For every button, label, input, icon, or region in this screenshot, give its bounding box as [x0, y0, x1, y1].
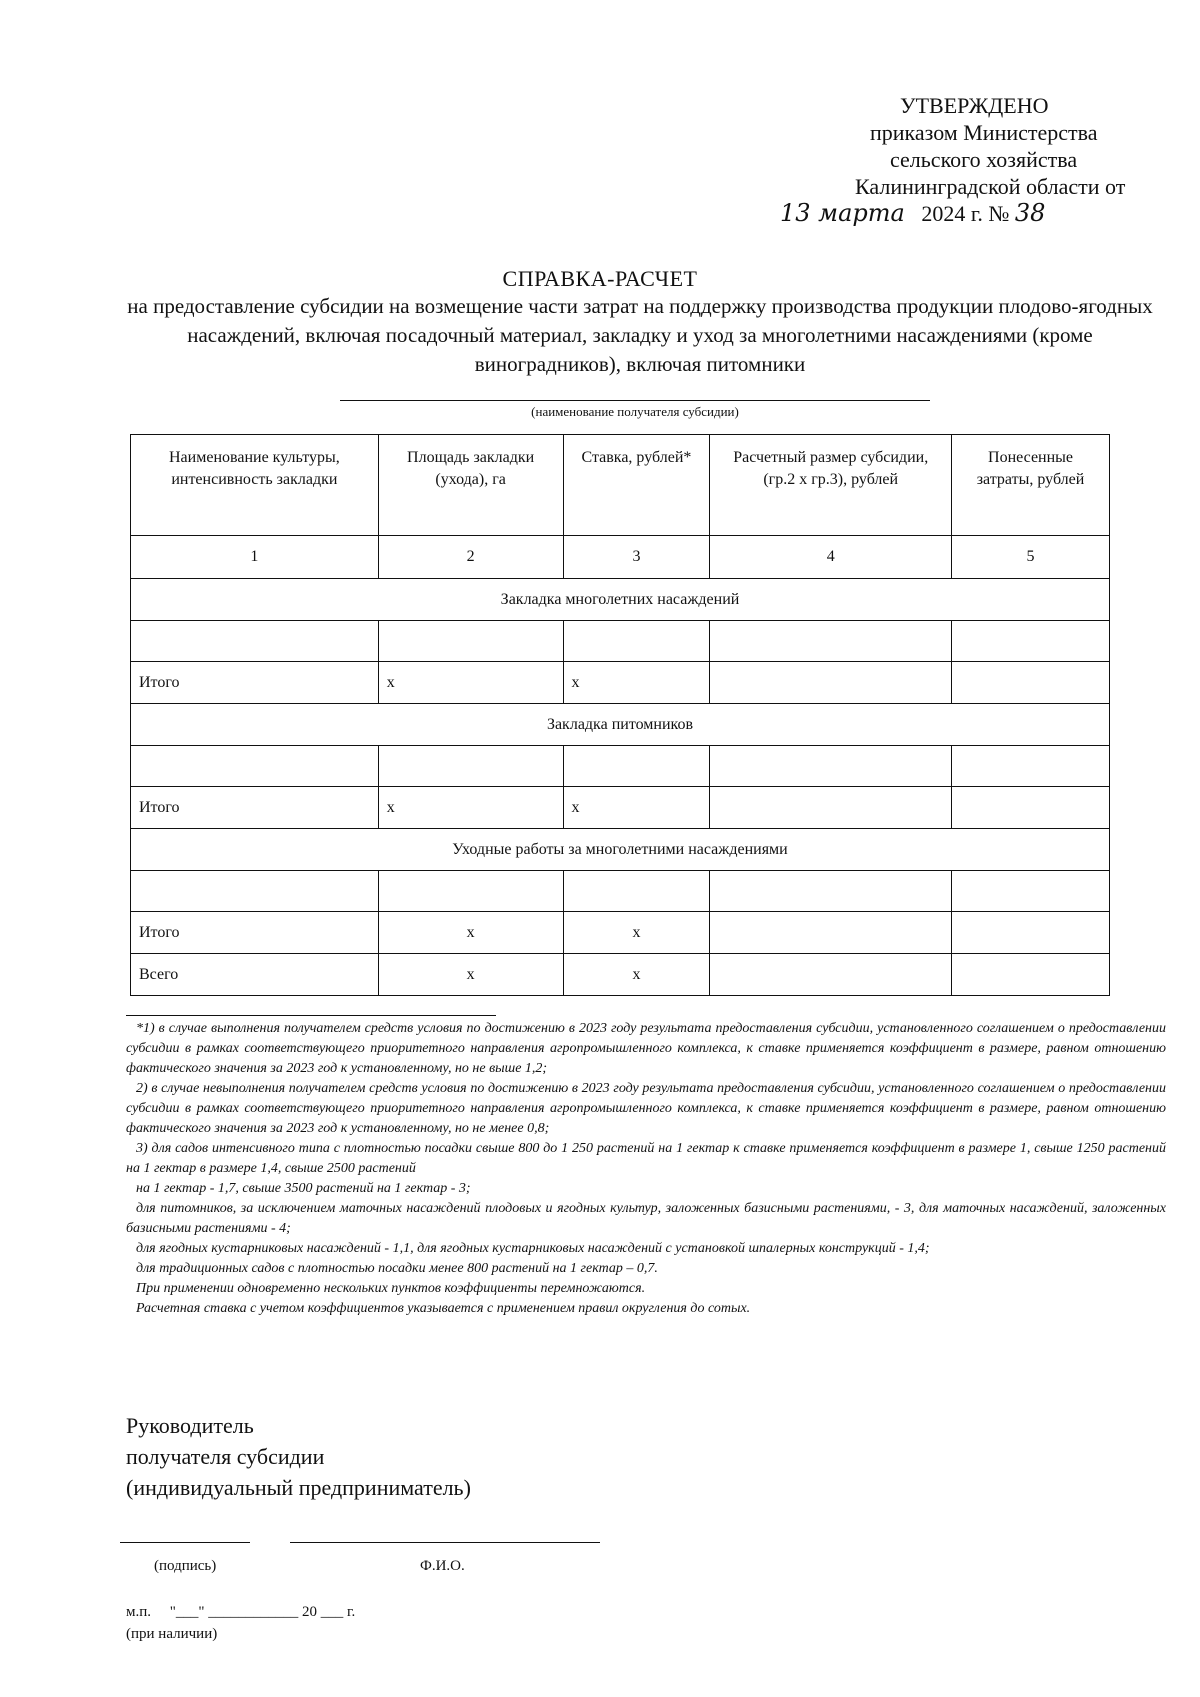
section-title-maintenance: Уходные работы за многолетними насаждениями — [131, 829, 1110, 871]
handwritten-number: 38 — [1014, 199, 1046, 227]
calculation-table — [130, 434, 1110, 996]
table-cell[interactable] — [952, 787, 1110, 829]
table-cell[interactable] — [131, 746, 379, 787]
table-cell[interactable] — [952, 621, 1110, 662]
x-mark: x — [378, 912, 563, 954]
footnote-3-continued: на 1 гектар - 1,7, свыше 3500 растений на 1 гектар - 3; — [136, 1181, 471, 1196]
column-number: 2 — [378, 536, 563, 579]
table-cell[interactable] — [563, 621, 710, 662]
column-number: 1 — [131, 536, 379, 579]
table-cell[interactable] — [131, 871, 379, 912]
footnote-5: для ягодных кустарниковых насаждений - 1,1, для ягодных кустарниковых насаждений с установкой шпалерных конструкций - 1,4; — [136, 1241, 930, 1256]
table-cell[interactable] — [563, 871, 710, 912]
table-cell[interactable] — [710, 787, 952, 829]
handwritten-date: 13 марта — [780, 199, 905, 227]
total-row — [131, 662, 1110, 704]
header-crop: Наименование культуры, интенсивность закладки — [131, 435, 379, 536]
footnotes — [126, 1019, 1166, 1319]
signer-recipient: получателя субсидии — [126, 1444, 325, 1469]
footnote-4: для питомников, за исключением маточных насаждений плодовых и ягодных культур, заложенных базисными растениями, - 3, для маточных насаждений, заложенных базисными растениями - 4; — [126, 1201, 1166, 1236]
signature-caption: (подпись) — [154, 1558, 217, 1574]
approval-block — [760, 92, 1160, 227]
signer-role: (индивидуальный предприниматель) — [126, 1475, 471, 1500]
x-mark: x — [563, 912, 710, 954]
table-cell[interactable] — [952, 912, 1110, 954]
table-header-row — [131, 435, 1110, 536]
table-row — [131, 621, 1110, 662]
signature-line[interactable] — [120, 1542, 250, 1543]
x-mark: x — [563, 954, 710, 996]
column-number: 3 — [563, 536, 710, 579]
header-subsidy: Расчетный размер субсидии, (гр.2 х гр.3), рублей — [710, 435, 952, 536]
total-label: Итого — [131, 662, 379, 704]
column-number-row — [131, 536, 1110, 579]
footnote-3: 3) для садов интенсивного типа с плотностью посадки свыше 800 до 1 250 растений на 1 гектар к ставке применяется коэффициент в размере 1, свыше 1250 растений на 1 гектар в размере 1,4, свыше 2500 растений — [126, 1141, 1166, 1176]
table-cell[interactable] — [710, 746, 952, 787]
recipient-caption: (наименование получателя субсидии) — [531, 404, 739, 419]
header-area: Площадь закладки (ухода), га — [378, 435, 563, 536]
column-number: 5 — [952, 536, 1110, 579]
approval-line-region: Калининградской области от — [855, 174, 1126, 199]
approval-year: 2024 г. № — [921, 201, 1010, 226]
total-label: Итого — [131, 912, 379, 954]
footnote-1: *1) в случае выполнения получателем средств условия по достижению в 2023 году результата предоставления субсидии, установленного соглашением о предоставлении субсидии в рамках соответствующего приоритетного направления агропромышленного комплекса, к ставке применяется коэффициент в размере, равном отношению фактического значения за 2023 год к установленному, но не выше 1,2; — [126, 1021, 1166, 1076]
table-cell[interactable] — [710, 912, 952, 954]
footnote-7: При применении одновременно нескольких пунктов коэффициенты перемножаются. — [136, 1281, 646, 1296]
table-cell[interactable] — [378, 621, 563, 662]
approval-date-line — [760, 200, 1160, 227]
x-mark: x — [563, 662, 710, 704]
section-row — [131, 704, 1110, 746]
section-row — [131, 579, 1110, 621]
column-number: 4 — [710, 536, 952, 579]
footnote-separator — [126, 1015, 496, 1016]
total-label: Итого — [131, 787, 379, 829]
signer-title: Руководитель — [126, 1413, 254, 1438]
table-cell[interactable] — [131, 621, 379, 662]
full-name-caption: Ф.И.О. — [420, 1558, 465, 1574]
footnote-8: Расчетная ставка с учетом коэффициентов указывается с применением правил округления до сотых. — [136, 1301, 751, 1316]
x-mark: x — [563, 787, 710, 829]
document-subtitle: на предоставление субсидии на возмещение части затрат на поддержку производства продукции плодово-ягодных насаждений, включая посадочный материал, закладку и уход за многолетними насаждениями (кроме виноградников), включая питомники — [127, 294, 1153, 376]
total-row — [131, 912, 1110, 954]
table-row — [131, 746, 1110, 787]
grand-total-row — [131, 954, 1110, 996]
stamp-date-line: м.п. "___" ____________ 20 ___ г. — [126, 1604, 356, 1620]
table-cell[interactable] — [378, 746, 563, 787]
signer-block — [126, 1410, 471, 1503]
header-costs: Понесенные затраты, рублей — [952, 435, 1110, 536]
table-cell[interactable] — [952, 954, 1110, 996]
grand-total-label: Всего — [131, 954, 379, 996]
table-cell[interactable] — [710, 871, 952, 912]
stamp-note: (при наличии) — [126, 1626, 218, 1642]
section-title-nurseries: Закладка питомников — [131, 704, 1110, 746]
total-row — [131, 787, 1110, 829]
table-cell[interactable] — [952, 871, 1110, 912]
approval-line-agriculture: сельского хозяйства — [890, 147, 1078, 172]
recipient-name-line — [340, 400, 930, 401]
approval-line-ministry: приказом Министерства — [870, 120, 1098, 145]
approval-heading: УТВЕРЖДЕНО — [900, 93, 1049, 118]
table-cell[interactable] — [378, 871, 563, 912]
document-title: СПРАВКА-РАСЧЕТ — [502, 266, 698, 291]
table-cell[interactable] — [710, 662, 952, 704]
table-row — [131, 871, 1110, 912]
section-title-orchards: Закладка многолетних насаждений — [131, 579, 1110, 621]
x-mark: x — [378, 787, 563, 829]
table-cell[interactable] — [710, 954, 952, 996]
table-cell[interactable] — [952, 662, 1110, 704]
x-mark: x — [378, 954, 563, 996]
section-row — [131, 829, 1110, 871]
full-name-line[interactable] — [290, 1542, 600, 1543]
x-mark: x — [378, 662, 563, 704]
header-rate: Ставка, рублей* — [563, 435, 710, 536]
footnote-2: 2) в случае невыполнения получателем средств условия по достижению в 2023 году результата предоставления субсидии, установленного соглашением о предоставлении субсидии в рамках соответствующего приоритетного направления агропромышленного комплекса, к ставке применяется коэффициент в размере, равном отношению фактического значения за 2023 год к установленному, но не менее 0,8; — [126, 1081, 1166, 1136]
table-cell[interactable] — [952, 746, 1110, 787]
footnote-6: для традиционных садов с плотностью посадки менее 800 растений на 1 гектар – 0,7. — [136, 1261, 658, 1276]
table-cell[interactable] — [563, 746, 710, 787]
table-cell[interactable] — [710, 621, 952, 662]
